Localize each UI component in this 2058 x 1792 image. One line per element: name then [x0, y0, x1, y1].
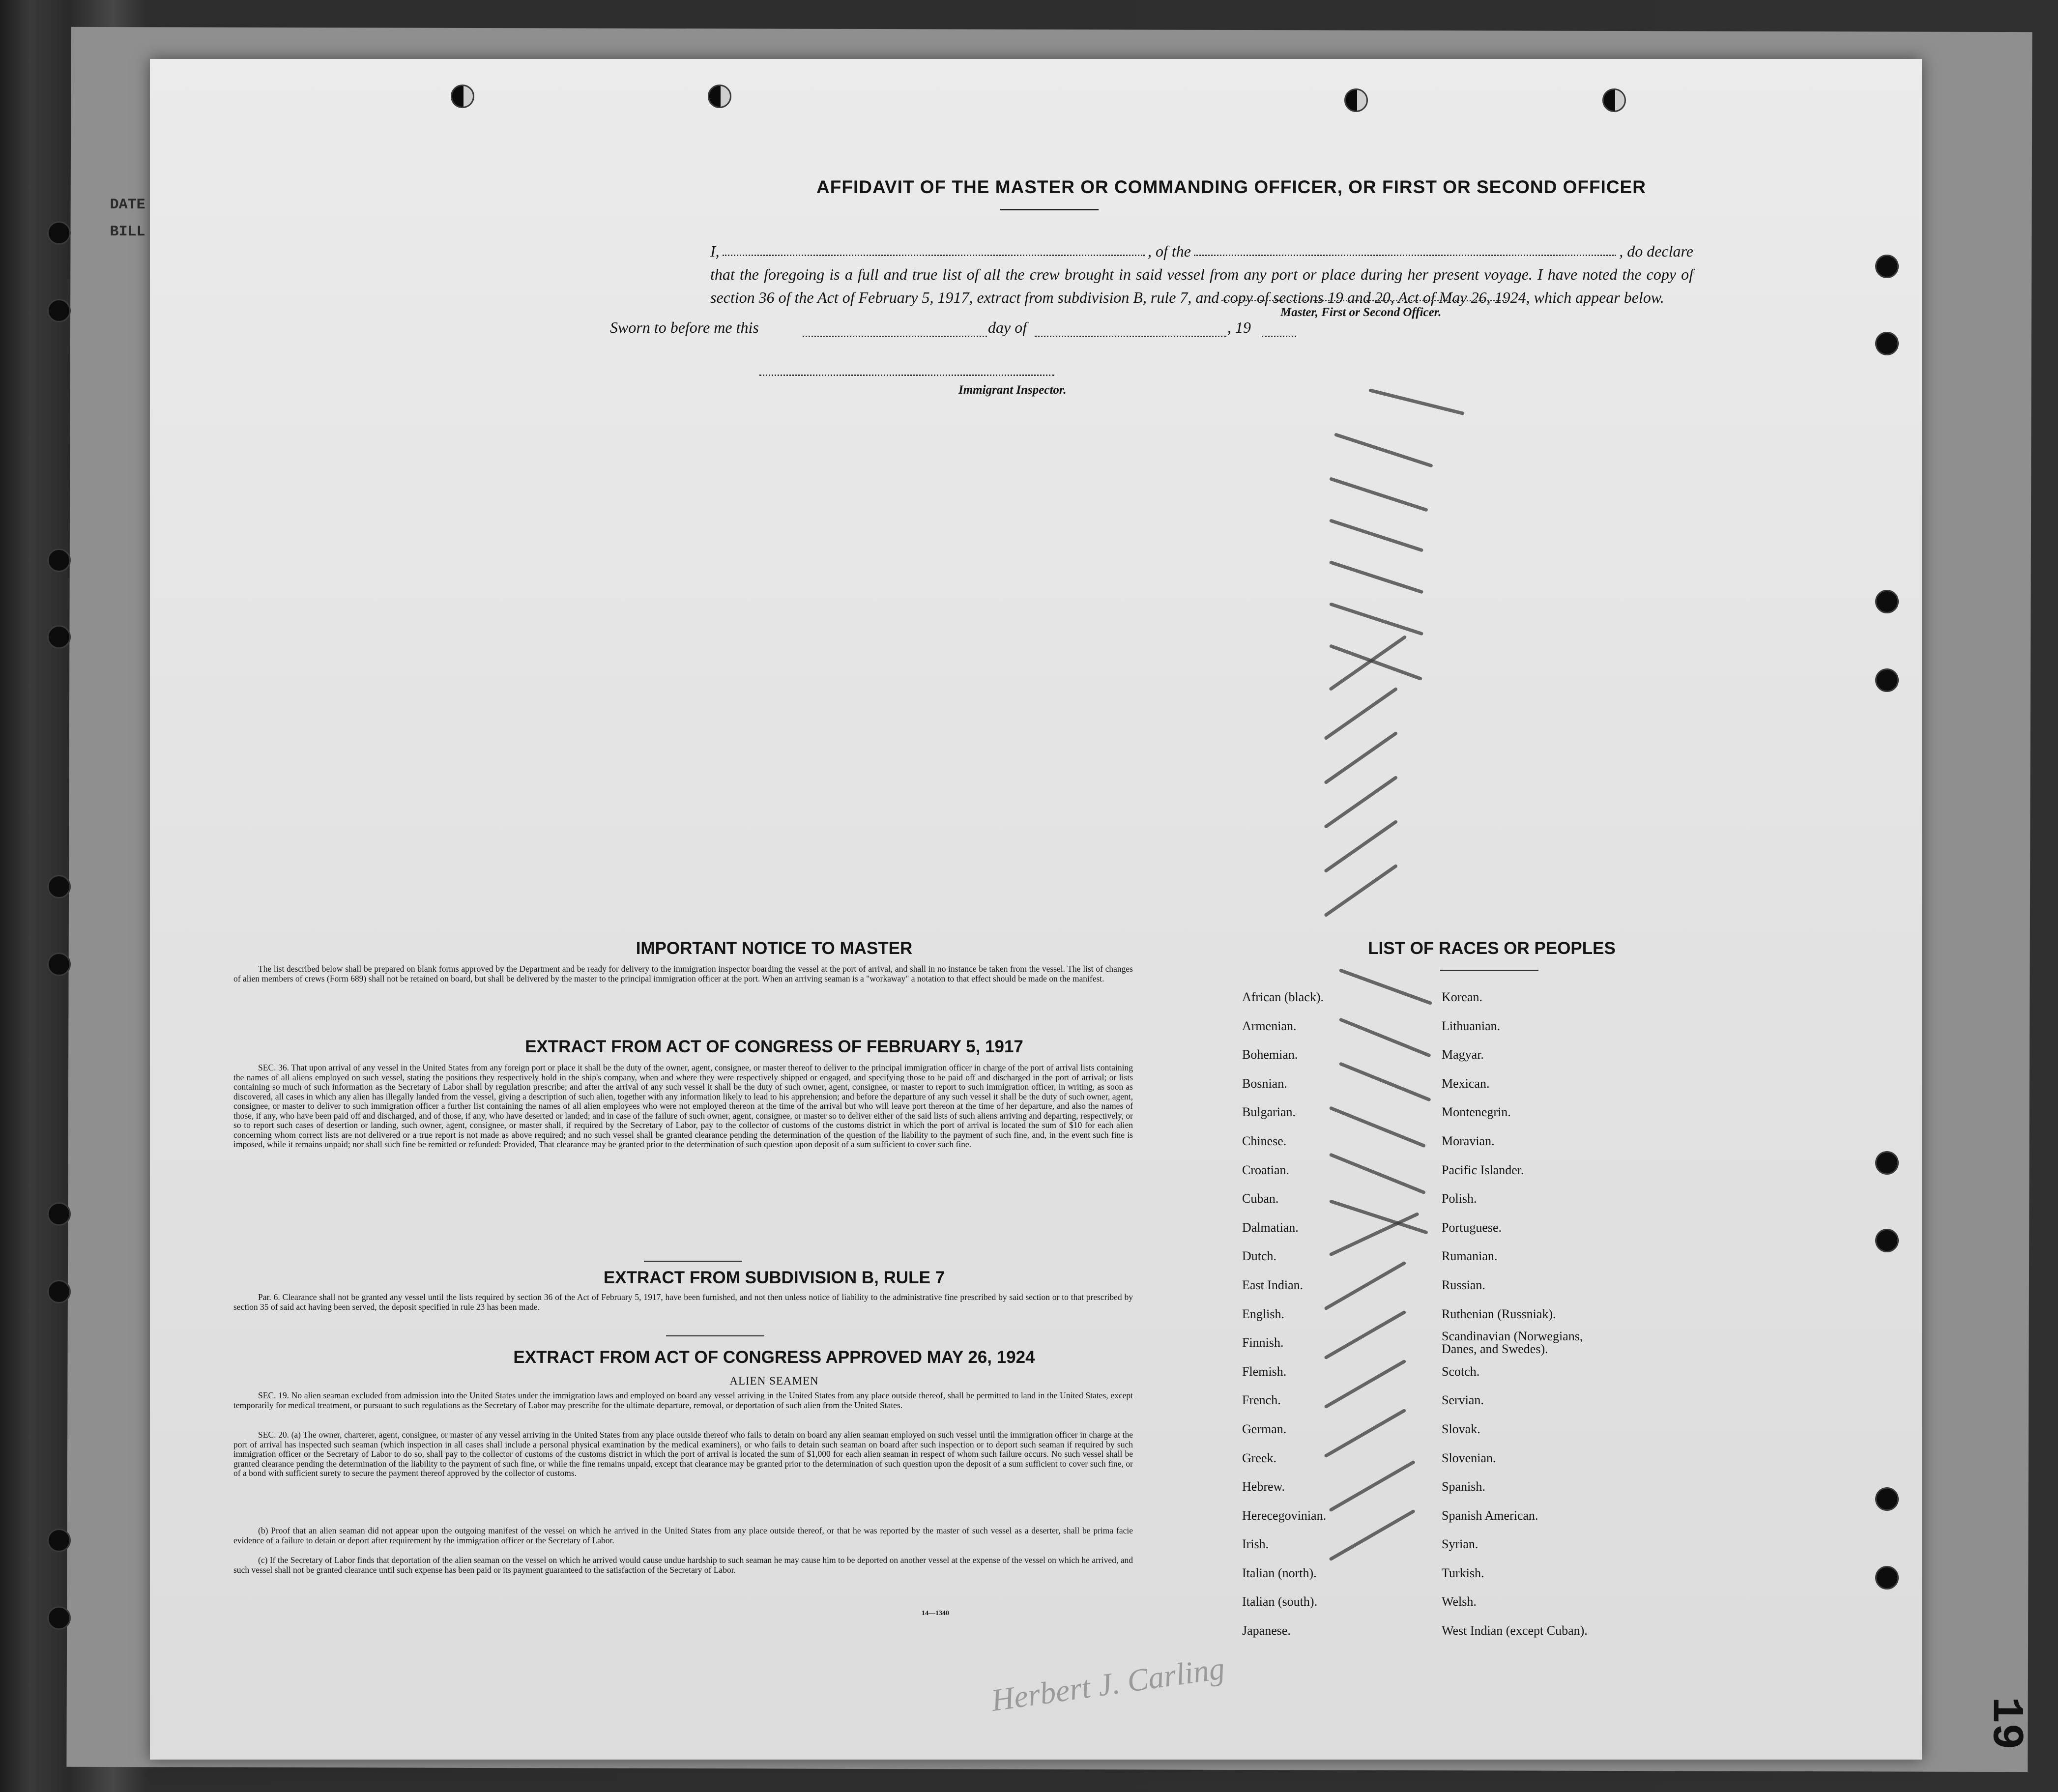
- binder-hole: [47, 221, 71, 245]
- underlying-label-bill: BILL: [110, 223, 145, 241]
- race-item: Russian.: [1442, 1277, 1485, 1292]
- bleed-through-mark: [1324, 1408, 1406, 1458]
- handwritten-signature: Herbert J. Carling: [989, 1650, 1227, 1718]
- bleed-through-mark: [1324, 819, 1398, 873]
- punch-hole: [1875, 1151, 1899, 1175]
- bleed-through-mark: [1329, 519, 1423, 552]
- bleed-through-mark: [1329, 644, 1422, 681]
- race-item: Chinese.: [1242, 1133, 1287, 1148]
- bleed-through-mark: [1329, 1106, 1426, 1148]
- punch-hole: [1875, 1566, 1899, 1590]
- title-rule: [1000, 209, 1099, 210]
- sworn-year: , 19: [1227, 318, 1251, 336]
- section-rule: [644, 1261, 742, 1262]
- race-item: Croatian.: [1242, 1162, 1290, 1177]
- extract-1924-sec19: SEC. 19. No alien seaman excluded from admission into the United States under the immigration laws and employed on board any vessel arriving in the United States from any place outside thereof, shall be permitted to land in the United States, except temporarily for medical treatment, or pursuant to such regulations as the Secretary of Labor may prescribe for the ultimate departure, removal, or deportation of such alien from the United States.: [233, 1390, 1133, 1410]
- race-item: Turkish.: [1442, 1565, 1484, 1580]
- section-rule: [666, 1335, 764, 1336]
- bleed-through-mark: [1329, 1153, 1426, 1194]
- race-item: Flemish.: [1242, 1364, 1287, 1379]
- race-item: Rumanian.: [1442, 1249, 1498, 1264]
- bleed-through-mark: [1329, 1460, 1416, 1512]
- race-item: African (black).: [1242, 990, 1324, 1004]
- bleed-through-mark: [1339, 968, 1432, 1005]
- race-item: Portuguese.: [1442, 1220, 1502, 1235]
- punch-hole: [1875, 1487, 1899, 1511]
- race-item: Moravian.: [1442, 1133, 1495, 1148]
- bleed-through-mark: [1339, 1062, 1431, 1101]
- bleed-through-mark: [1324, 687, 1398, 740]
- bleed-through-mark: [1329, 602, 1423, 636]
- extract-1924-sec20c: (c) If the Secretary of Labor finds that deportation of the alien seaman on the vessel on which he arrived would cause undue hardship to such seaman he may cause him to be deported on another vessel at the expense of the vessel on which he arrived, and such vessel shall not be granted clearance until such expense has been paid or its payment guaranteed to the satisfaction of the Secretary of Labor.: [233, 1555, 1133, 1575]
- race-item: Syrian.: [1442, 1537, 1478, 1552]
- races-title-rule: [1440, 970, 1538, 971]
- binder-hole: [47, 549, 71, 572]
- binder-hole: [47, 875, 71, 898]
- race-item: Greek.: [1242, 1450, 1277, 1465]
- binder-hole: [47, 1529, 71, 1552]
- bleed-through-mark: [1329, 560, 1423, 594]
- race-item: Pacific Islander.: [1442, 1162, 1524, 1177]
- punch-hole: [1875, 255, 1899, 278]
- affidavit-title: AFFIDAVIT OF THE MASTER OR COMMANDING OFFICER, OR FIRST OR SECOND OFFICER: [816, 177, 1646, 197]
- binder-hole: [47, 299, 71, 322]
- punch-hole: [1875, 1229, 1899, 1252]
- bleed-through-mark: [1324, 1359, 1406, 1409]
- race-item: Herecegovinian.: [1242, 1508, 1327, 1523]
- affidavit-declaration: [710, 240, 1693, 309]
- race-item: Cuban.: [1242, 1191, 1279, 1206]
- extract-1917-text: SEC. 36. That upon arrival of any vessel in the United States from any foreign port or place it shall be the duty of the owner, agent, consignee, or master thereof to deliver to the principal immigration officer in charge of the port of arrival lists containing the names of all aliens employed on such vessel, stating the positions they respectively hold in the ship's company, when and where they were respectively shipped or engaged, and specifying those to be paid off and discharged in the port of arrival; or lists containing so much of such information as the Secretary of Labor shall by regulation prescribe; and after the arrival of any such vessel it shall be the duty of such owner, agent, consignee, or master to report to such immigration officer, in writing, as soon as discovered, all cases in which any alien has illegally landed from the vessel, giving a description of such alien, together with any information likely to lead to his apprehension; and before the departure of any such vessel it shall be the duty of such owner, agent, consignee, or master to deliver to such immigration officer a further list containing the names of all alien employees who were not employed thereon at the time of the arrival but who will leave port thereon at the time of her departure, and also the names of those, if any, who have been paid off and discharged, and of those, if any, who have deserted or landed; and in case of the failure of such owner, agent, consignee, or master so to deliver either of the said lists of such aliens arriving and departing, respectively, or so to report such cases of desertion or landing, such owner, agent, consignee, or master shall, if required by the Secretary of Labor, pay to the collector of customs of the customs district in which the port of arrival is located the sum of $10 for each alien concerning whom correct lists are not delivered or a true report is not made as above required; and no such vessel shall be granted clearance pending the determination of the question of the liability to the payment of such fine, and, in the event such fine is imposed, while it remains unpaid; nor shall such fine be remitted or refunded: Provided, That clearance may be granted prior to the determination of such question upon deposit of a sum sufficient to cover such fine.: [233, 1063, 1133, 1149]
- extract-rule7-title: EXTRACT FROM SUBDIVISION B, RULE 7: [603, 1268, 945, 1287]
- extract-rule7-text: Par. 6. Clearance shall not be granted any vessel until the lists required by section 36 of the Act of February 5, 1917, have been furnished, and not then unless notice of liability to the administrative fine prescribed by said section or to that prescribed by section 35 of said act having been served, the deposit specified in rule 23 has been made.: [233, 1292, 1133, 1312]
- race-item: Magyar.: [1442, 1047, 1484, 1062]
- bleed-through-mark: [1368, 388, 1465, 415]
- race-item: Hebrew.: [1242, 1479, 1285, 1494]
- punch-hole: [1344, 88, 1368, 112]
- sworn-year-blank: [1262, 336, 1296, 337]
- vessel-blank: [1194, 240, 1616, 256]
- race-item: Scotch.: [1442, 1364, 1480, 1379]
- race-item: Finnish.: [1242, 1335, 1284, 1350]
- inspector-label: Immigrant Inspector.: [958, 383, 1067, 397]
- extract-1924-title: EXTRACT FROM ACT OF CONGRESS APPROVED MAY 26, 1924: [513, 1348, 1035, 1367]
- punch-hole: [1875, 590, 1899, 613]
- bleed-through-mark: [1329, 635, 1407, 692]
- notice-text: The list described below shall be prepared on blank forms approved by the Department and be ready for delivery to the immigration inspector boarding the vessel at the port of arrival, and shall in no instance be taken from the vessel. The list of changes of alien members of crews (Form 689) shall not be retained on board, but shall be delivered by the master to the principal immigration officer at the port. When an arriving seaman is a "workaway" a notation to that effect should be made on the manifest.: [233, 964, 1133, 983]
- punch-hole: [1875, 332, 1899, 355]
- extract-1924-sec20b: (b) Proof that an alien seaman did not appear upon the outgoing manifest of the vessel on which he arrived in the United States from any place outside thereof, or that he was reported by the master of such vessel as a deserter, shall be prima facie evidence of a failure to detain or deport after requirement by the immigration officer or the Secretary of Labor.: [233, 1526, 1133, 1545]
- name-blank: [723, 240, 1145, 256]
- race-item: Armenian.: [1242, 1018, 1297, 1033]
- race-item: Irish.: [1242, 1537, 1269, 1552]
- race-item: English.: [1242, 1306, 1284, 1321]
- race-item: Spanish.: [1442, 1479, 1485, 1494]
- race-item: Montenegrin.: [1442, 1105, 1511, 1120]
- sworn-before-text: Sworn to before me this: [610, 318, 759, 336]
- binder-hole: [47, 953, 71, 976]
- race-item: French.: [1242, 1393, 1281, 1408]
- race-item: Italian (south).: [1242, 1594, 1318, 1609]
- race-item: Dalmatian.: [1242, 1220, 1299, 1235]
- punch-hole: [1602, 88, 1626, 112]
- bleed-through-mark: [1324, 864, 1398, 917]
- declaration-of-the: , of the: [1147, 242, 1191, 260]
- race-item: Welsh.: [1442, 1594, 1477, 1609]
- punch-hole: [451, 85, 474, 108]
- sworn-day-blank: [803, 336, 987, 337]
- bleed-through-mark: [1324, 775, 1398, 829]
- sworn-day-of: day of: [988, 318, 1027, 336]
- declaration-do-declare: , do declare: [1619, 242, 1693, 260]
- race-item: Spanish American.: [1442, 1508, 1538, 1523]
- race-item: Italian (north).: [1242, 1565, 1317, 1580]
- bleed-through-mark: [1339, 1017, 1431, 1057]
- race-item: Servian.: [1442, 1393, 1484, 1408]
- race-item: Bulgarian.: [1242, 1105, 1296, 1120]
- declaration-body: that the foregoing is a full and true list of all the crew brought in said vessel from any port or place during her present voyage. I have noted the copy of section 36 of the Act of February 5, 1917, extract from subdivision B, rule 7, and copy of sections 19 and 20, Act of May 26, 1924, which appear below.: [710, 265, 1693, 306]
- bleed-through-mark: [1334, 433, 1433, 468]
- race-item: Ruthenian (Russniak).: [1442, 1306, 1556, 1321]
- declaration-first-line: [710, 240, 1693, 263]
- master-signature-label: Master, First or Second Officer.: [1280, 306, 1442, 319]
- race-item: Scandinavian (Norwegians, Danes, and Swedes).: [1442, 1329, 1583, 1357]
- race-item: Slovenian.: [1442, 1450, 1496, 1465]
- notice-title: IMPORTANT NOTICE TO MASTER: [636, 939, 913, 958]
- races-left-column: [1242, 983, 1326, 1646]
- inspector-signature-line: [759, 375, 1054, 376]
- punch-hole: [708, 85, 731, 108]
- binder-hole: [47, 1202, 71, 1226]
- races-right-column: [1442, 983, 1619, 1646]
- extract-1924-subtitle: ALIEN SEAMEN: [729, 1375, 819, 1387]
- master-signature-line: [1221, 300, 1507, 301]
- bleed-through-mark: [1329, 1509, 1416, 1561]
- race-item: Slovak.: [1442, 1421, 1480, 1436]
- underlying-label-date: DATE: [110, 196, 145, 214]
- race-item: Lithuanian.: [1442, 1018, 1501, 1033]
- race-item: Korean.: [1442, 990, 1483, 1004]
- bleed-through-mark: [1324, 1310, 1406, 1359]
- race-item: Polish.: [1442, 1191, 1477, 1206]
- bleed-through-mark: [1324, 731, 1398, 784]
- bleed-through-mark: [1324, 1261, 1406, 1310]
- form-number: 14—1340: [922, 1610, 949, 1617]
- bleed-through-mark: [1329, 477, 1428, 512]
- binder-hole: [47, 1606, 71, 1630]
- sworn-month-blank: [1035, 336, 1226, 337]
- race-item: East Indian.: [1242, 1277, 1304, 1292]
- extract-1917-title: EXTRACT FROM ACT OF CONGRESS OF FEBRUARY 5, 1917: [525, 1037, 1023, 1056]
- bleed-through-mark: [1329, 1212, 1420, 1257]
- race-item: Japanese.: [1242, 1623, 1291, 1638]
- declaration-i: I,: [710, 242, 720, 260]
- punch-hole: [1875, 668, 1899, 692]
- binder-hole: [47, 625, 71, 649]
- race-item: West Indian (except Cuban).: [1442, 1623, 1588, 1638]
- race-item: Bohemian.: [1242, 1047, 1298, 1062]
- race-item: Bosnian.: [1242, 1076, 1287, 1091]
- races-title: LIST OF RACES OR PEOPLES: [1368, 939, 1616, 958]
- binder-hole: [47, 1280, 71, 1303]
- race-item: Dutch.: [1242, 1249, 1277, 1264]
- affidavit-page: [150, 59, 1922, 1760]
- extract-1924-sec20a: SEC. 20. (a) The owner, charterer, agent, consignee, or master of any vessel arriving in the United States from any place outside thereof who fails to detain on board any alien seaman employed on such vessel until the immigration officer in charge at the port of arrival has inspected such seaman (which inspection in all cases shall include a personal physical examination by the medical examiners), or who fails to detain such seaman on board after such inspection or to deport such seaman if required by such immigration officer or the Secretary of Labor to do so, shall pay to the collector of customs of the customs district in which the port of arrival is located the sum of $1,000 for each alien seaman in respect of whom such failure occurs. No such vessel shall be granted clearance pending the determination of the liability to the payment of such fine, or while the fine remains unpaid, except that clearance may be granted prior to the determination of such question upon the deposit of a sum sufficient to cover such fine, or of a bond with sufficient surety to secure the payment thereof approved by the collector of customs.: [233, 1430, 1133, 1478]
- page-number: 19: [1980, 1696, 2030, 1750]
- race-item: German.: [1242, 1421, 1287, 1436]
- race-item: Mexican.: [1442, 1076, 1490, 1091]
